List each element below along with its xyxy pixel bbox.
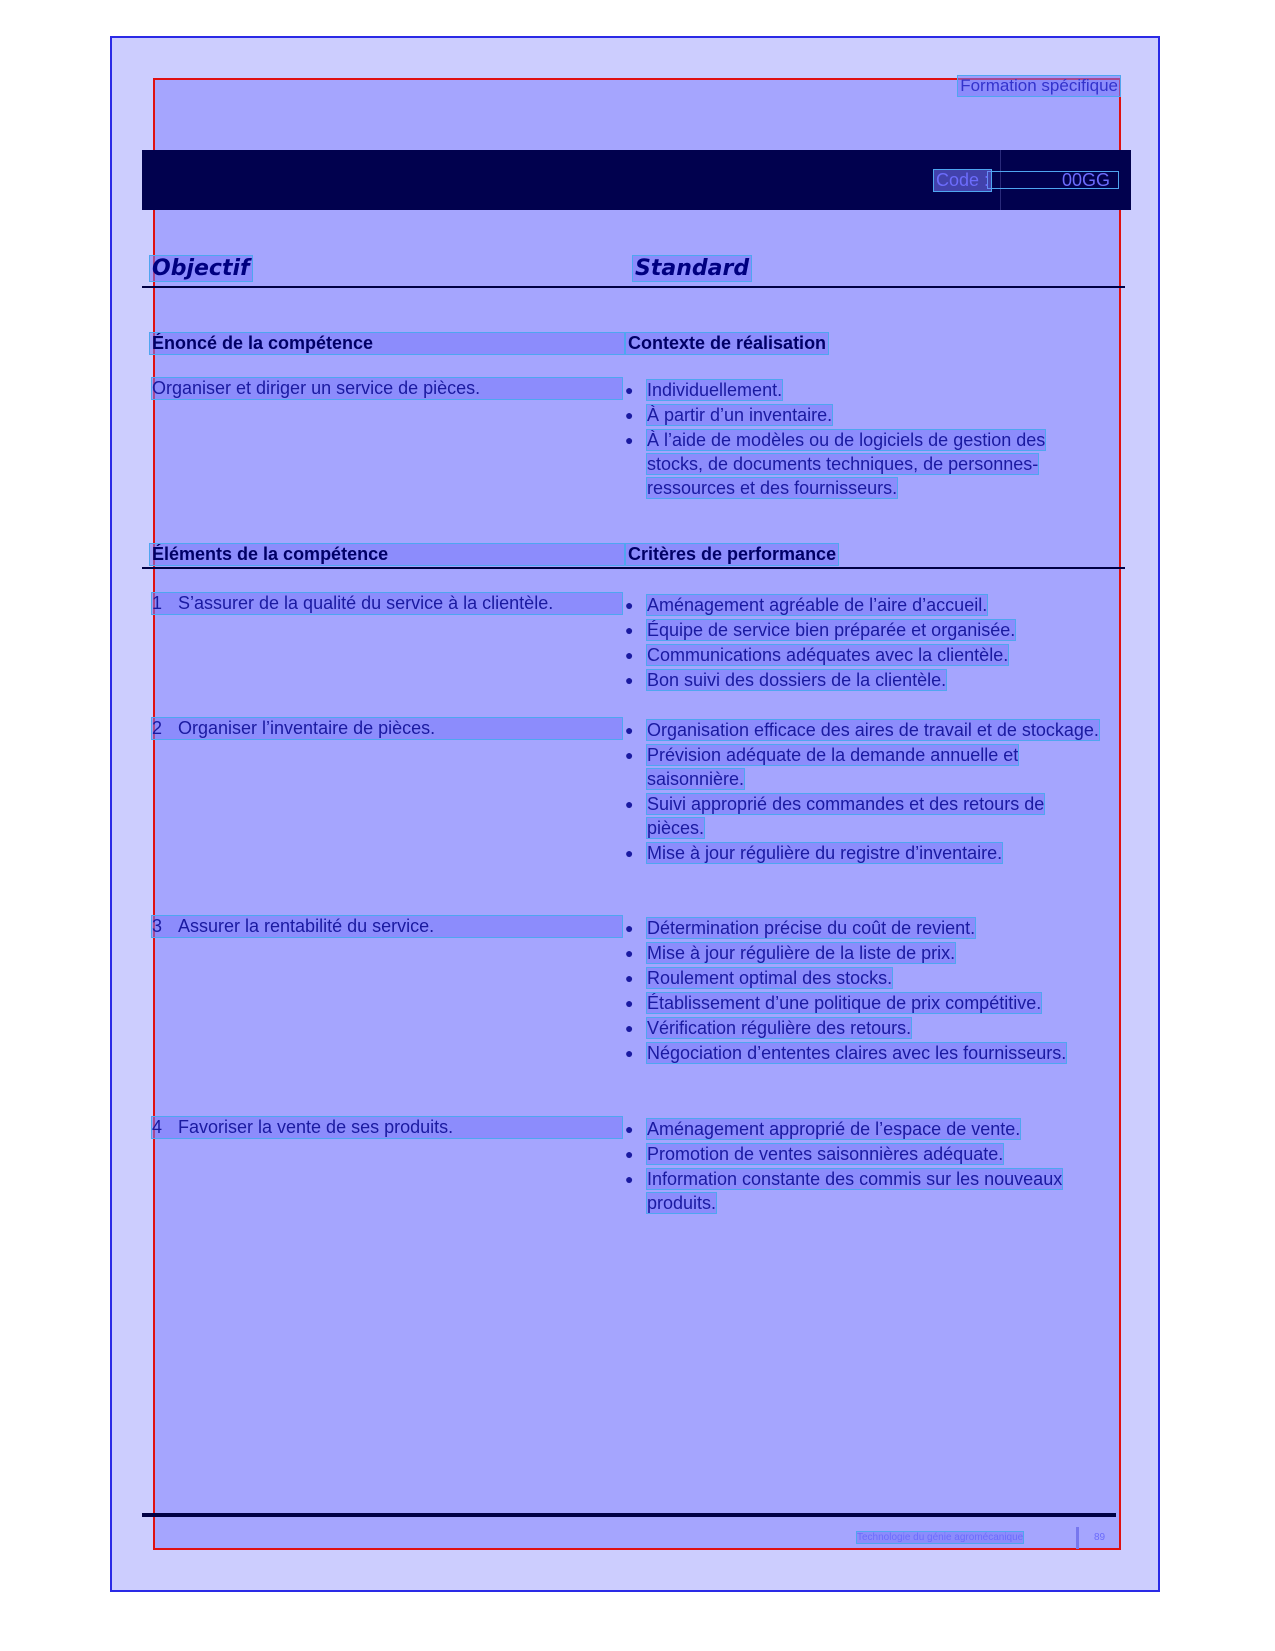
criteria-list-3 xyxy=(625,916,1105,1066)
list-item: ● Promotion de ventes saisonnières adéquate. xyxy=(625,1144,1004,1164)
bullet-icon: ● xyxy=(625,432,634,448)
bullet-icon: ● xyxy=(625,845,634,861)
footer-program: Technologie du génie agromécanique xyxy=(857,1532,1024,1543)
element-2: 2 Organiser l’inventaire de pièces. xyxy=(152,718,622,739)
list-item: ● Aménagement approprié de l’espace de vente. xyxy=(625,1119,1021,1139)
code-label: Code : xyxy=(936,170,990,190)
list-item: ● Organisation efficace des aires de travail et de stockage. xyxy=(625,720,1099,740)
bullet-icon: ● xyxy=(625,1146,634,1162)
elements-title: Éléments de la compétence xyxy=(150,544,624,565)
list-item: ● Équipe de service bien préparée et organisée. xyxy=(625,620,1016,640)
list-item: ● À l’aide de modèles ou de logiciels de gestion des stocks, de documents techniques, de personnes-ressources et des fournisseurs. xyxy=(625,430,1046,498)
criteres-title: Critères de performance xyxy=(628,544,837,564)
column-heading-objectif: Objectif xyxy=(152,256,250,281)
bullet-icon: ● xyxy=(625,970,634,986)
section-rule xyxy=(142,567,1125,569)
bullet-icon: ● xyxy=(625,647,634,663)
formation-label: Formation spécifique xyxy=(960,76,1118,95)
list-item: ● Communications adéquates avec la clientèle. xyxy=(625,645,1009,665)
list-item: ● Établissement d’une politique de prix compétitive. xyxy=(625,993,1042,1013)
criteria-list-2 xyxy=(625,718,1105,866)
bullet-icon: ● xyxy=(625,622,634,638)
list-item: ● Mise à jour régulière de la liste de prix. xyxy=(625,943,956,963)
list-item: ● Individuellement. xyxy=(625,380,783,400)
element-3: 3 Assurer la rentabilité du service. xyxy=(152,916,622,937)
code-value: 00GG xyxy=(1062,170,1111,190)
list-item: ● Aménagement agréable de l’aire d’accueil. xyxy=(625,595,988,615)
list-item: ● Suivi approprié des commandes et des retours de pièces. xyxy=(625,794,1045,838)
bullet-icon: ● xyxy=(625,920,634,936)
list-item: ● Détermination précise du coût de revient. xyxy=(625,918,976,938)
bullet-icon: ● xyxy=(625,995,634,1011)
bullet-icon: ● xyxy=(625,722,634,738)
list-item: ● Roulement optimal des stocks. xyxy=(625,968,893,988)
bullet-icon: ● xyxy=(625,407,634,423)
list-item: ● Mise à jour régulière du registre d’inventaire. xyxy=(625,843,1003,863)
list-item: ● Information constante des commis sur les nouveaux produits. xyxy=(625,1169,1063,1213)
contexte-list xyxy=(625,378,1105,501)
element-1: 1 S’assurer de la qualité du service à la clientèle. xyxy=(152,593,622,614)
list-item: ● Négociation d’ententes claires avec les fournisseurs. xyxy=(625,1043,1067,1063)
bullet-icon: ● xyxy=(625,382,634,398)
element-4: 4 Favoriser la vente de ses produits. xyxy=(152,1117,622,1138)
list-item: ● Vérification régulière des retours. xyxy=(625,1018,912,1038)
criteria-list-4 xyxy=(625,1117,1105,1216)
bullet-icon: ● xyxy=(625,747,634,763)
enonce-text: Organiser et diriger un service de pièces. xyxy=(152,378,622,399)
page-number: 89 xyxy=(1094,1532,1106,1543)
enonce-title: Énoncé de la compétence xyxy=(150,333,624,354)
contexte-title: Contexte de réalisation xyxy=(628,333,827,353)
bullet-icon: ● xyxy=(625,945,634,961)
list-item: ● Bon suivi des dossiers de la clientèle. xyxy=(625,670,947,690)
bullet-icon: ● xyxy=(625,1171,634,1187)
bullet-icon: ● xyxy=(625,597,634,613)
bullet-icon: ● xyxy=(625,796,634,812)
footer-separator xyxy=(1076,1527,1079,1549)
column-heading-standard: Standard xyxy=(635,256,750,281)
footer-rule xyxy=(142,1513,1116,1517)
list-item: ● Prévision adéquate de la demande annuelle et saisonnière. xyxy=(625,745,1019,789)
bullet-icon: ● xyxy=(625,672,634,688)
bullet-icon: ● xyxy=(625,1121,634,1137)
heading-rule xyxy=(142,286,1125,288)
criteria-list-1 xyxy=(625,593,1105,693)
list-item: ● À partir d’un inventaire. xyxy=(625,405,833,425)
bullet-icon: ● xyxy=(625,1020,634,1036)
bullet-icon: ● xyxy=(625,1045,634,1061)
